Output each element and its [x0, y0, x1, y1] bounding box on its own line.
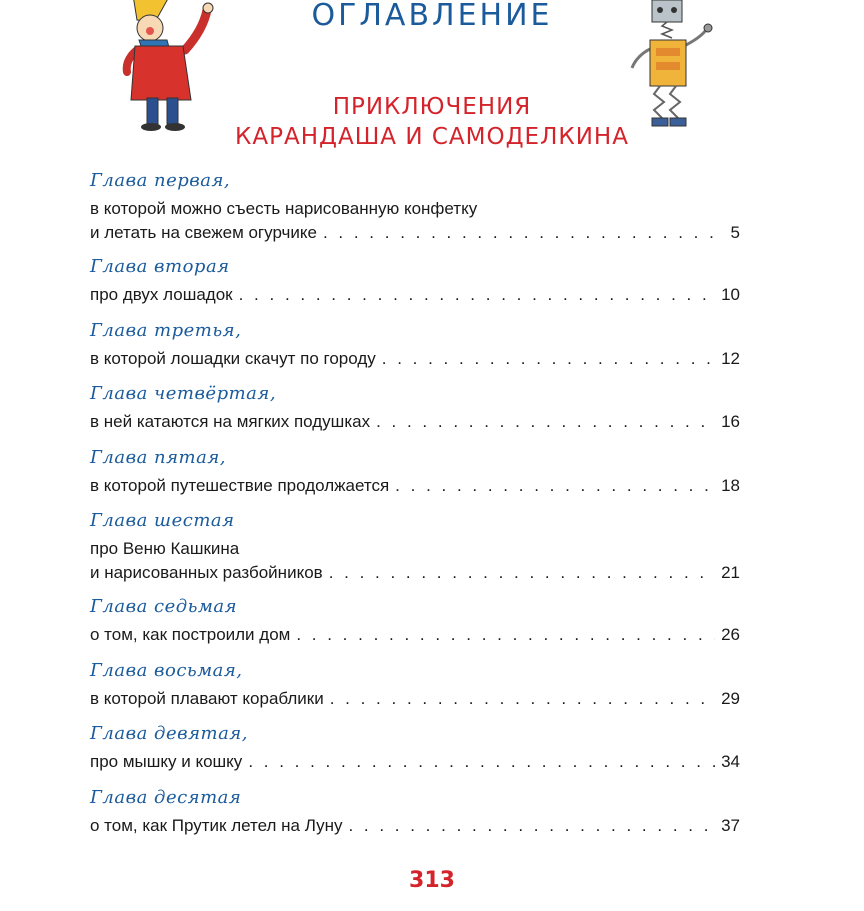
- toc-entry[interactable]: [90, 447, 740, 511]
- page-ref: 26: [721, 625, 740, 644]
- toc-entry[interactable]: [90, 256, 740, 320]
- chapter-description: в которой путешествие продолжается: [90, 475, 390, 495]
- table-of-contents: [90, 170, 740, 850]
- dot-leader: [296, 624, 715, 646]
- toc-entry[interactable]: [90, 170, 740, 256]
- subtitle-line-1: ПРИКЛЮЧЕНИЯ: [332, 94, 532, 120]
- chapter-title: Глава пятая,: [90, 446, 226, 468]
- dot-leader: [239, 284, 715, 306]
- dot-leader: [382, 348, 715, 370]
- page-ref: 10: [721, 285, 740, 304]
- page-ref: 16: [721, 412, 740, 431]
- chapter-description: про Веню Кашкина: [90, 539, 240, 558]
- chapter-description: и летать на свежем огурчике: [90, 223, 317, 242]
- page-title: ОГЛАВЛЕНИЕ: [311, 0, 553, 33]
- toc-entry[interactable]: [90, 510, 740, 596]
- chapter-description: в ней катаются на мягких подушках: [90, 412, 371, 431]
- chapter-title: Глава восьмая,: [90, 659, 243, 681]
- chapter-description: и нарисованных разбойников: [90, 563, 323, 582]
- chapter-description: о том, как построили дом: [90, 625, 291, 644]
- page-ref: 29: [721, 688, 740, 708]
- toc-entry[interactable]: [90, 383, 740, 447]
- chapter-title: Глава шестая: [90, 510, 235, 531]
- chapter-description: про двух лошадок: [90, 285, 233, 304]
- chapter-description: о том, как Прутик летел на Луну: [90, 815, 343, 835]
- page-ref: 21: [721, 563, 740, 582]
- subtitle-line-2: КАРАНДАША И САМОДЕЛКИНА: [235, 124, 629, 150]
- dot-leader: [329, 562, 715, 584]
- dot-leader: [330, 688, 715, 710]
- page-ref: 37: [721, 815, 740, 835]
- page-number: 313: [409, 868, 455, 893]
- dot-leader: [376, 411, 715, 433]
- chapter-description: в которой лошадки скачут по городу: [90, 348, 376, 368]
- page-ref: 5: [730, 223, 740, 242]
- chapter-description: в которой плавают кораблики: [90, 688, 324, 708]
- chapter-title: Глава третья,: [90, 319, 242, 341]
- toc-entry[interactable]: [90, 787, 740, 851]
- dot-leader: [348, 815, 715, 837]
- toc-entry[interactable]: [90, 723, 740, 787]
- toc-entry[interactable]: [90, 596, 740, 660]
- page-ref: 34: [721, 752, 740, 771]
- page-ref: 12: [721, 348, 740, 368]
- dot-leader: [323, 222, 725, 244]
- chapter-description: про мышку и кошку: [90, 752, 243, 771]
- chapter-title: Глава седьмая: [90, 596, 238, 617]
- dot-leader: [395, 475, 715, 497]
- chapter-title: Глава девятая,: [90, 723, 248, 744]
- chapter-title: Глава вторая: [90, 256, 230, 277]
- toc-entry[interactable]: [90, 660, 740, 724]
- book-subtitle: [0, 92, 864, 152]
- chapter-title: Глава первая,: [90, 170, 231, 191]
- toc-entry[interactable]: [90, 320, 740, 384]
- chapter-title: Глава десятая: [90, 786, 242, 808]
- page-ref: 18: [721, 475, 740, 495]
- chapter-title: Глава четвёртая,: [90, 383, 277, 404]
- chapter-description: в которой можно съесть нарисованную конфетку: [90, 199, 478, 218]
- dot-leader: [248, 751, 715, 773]
